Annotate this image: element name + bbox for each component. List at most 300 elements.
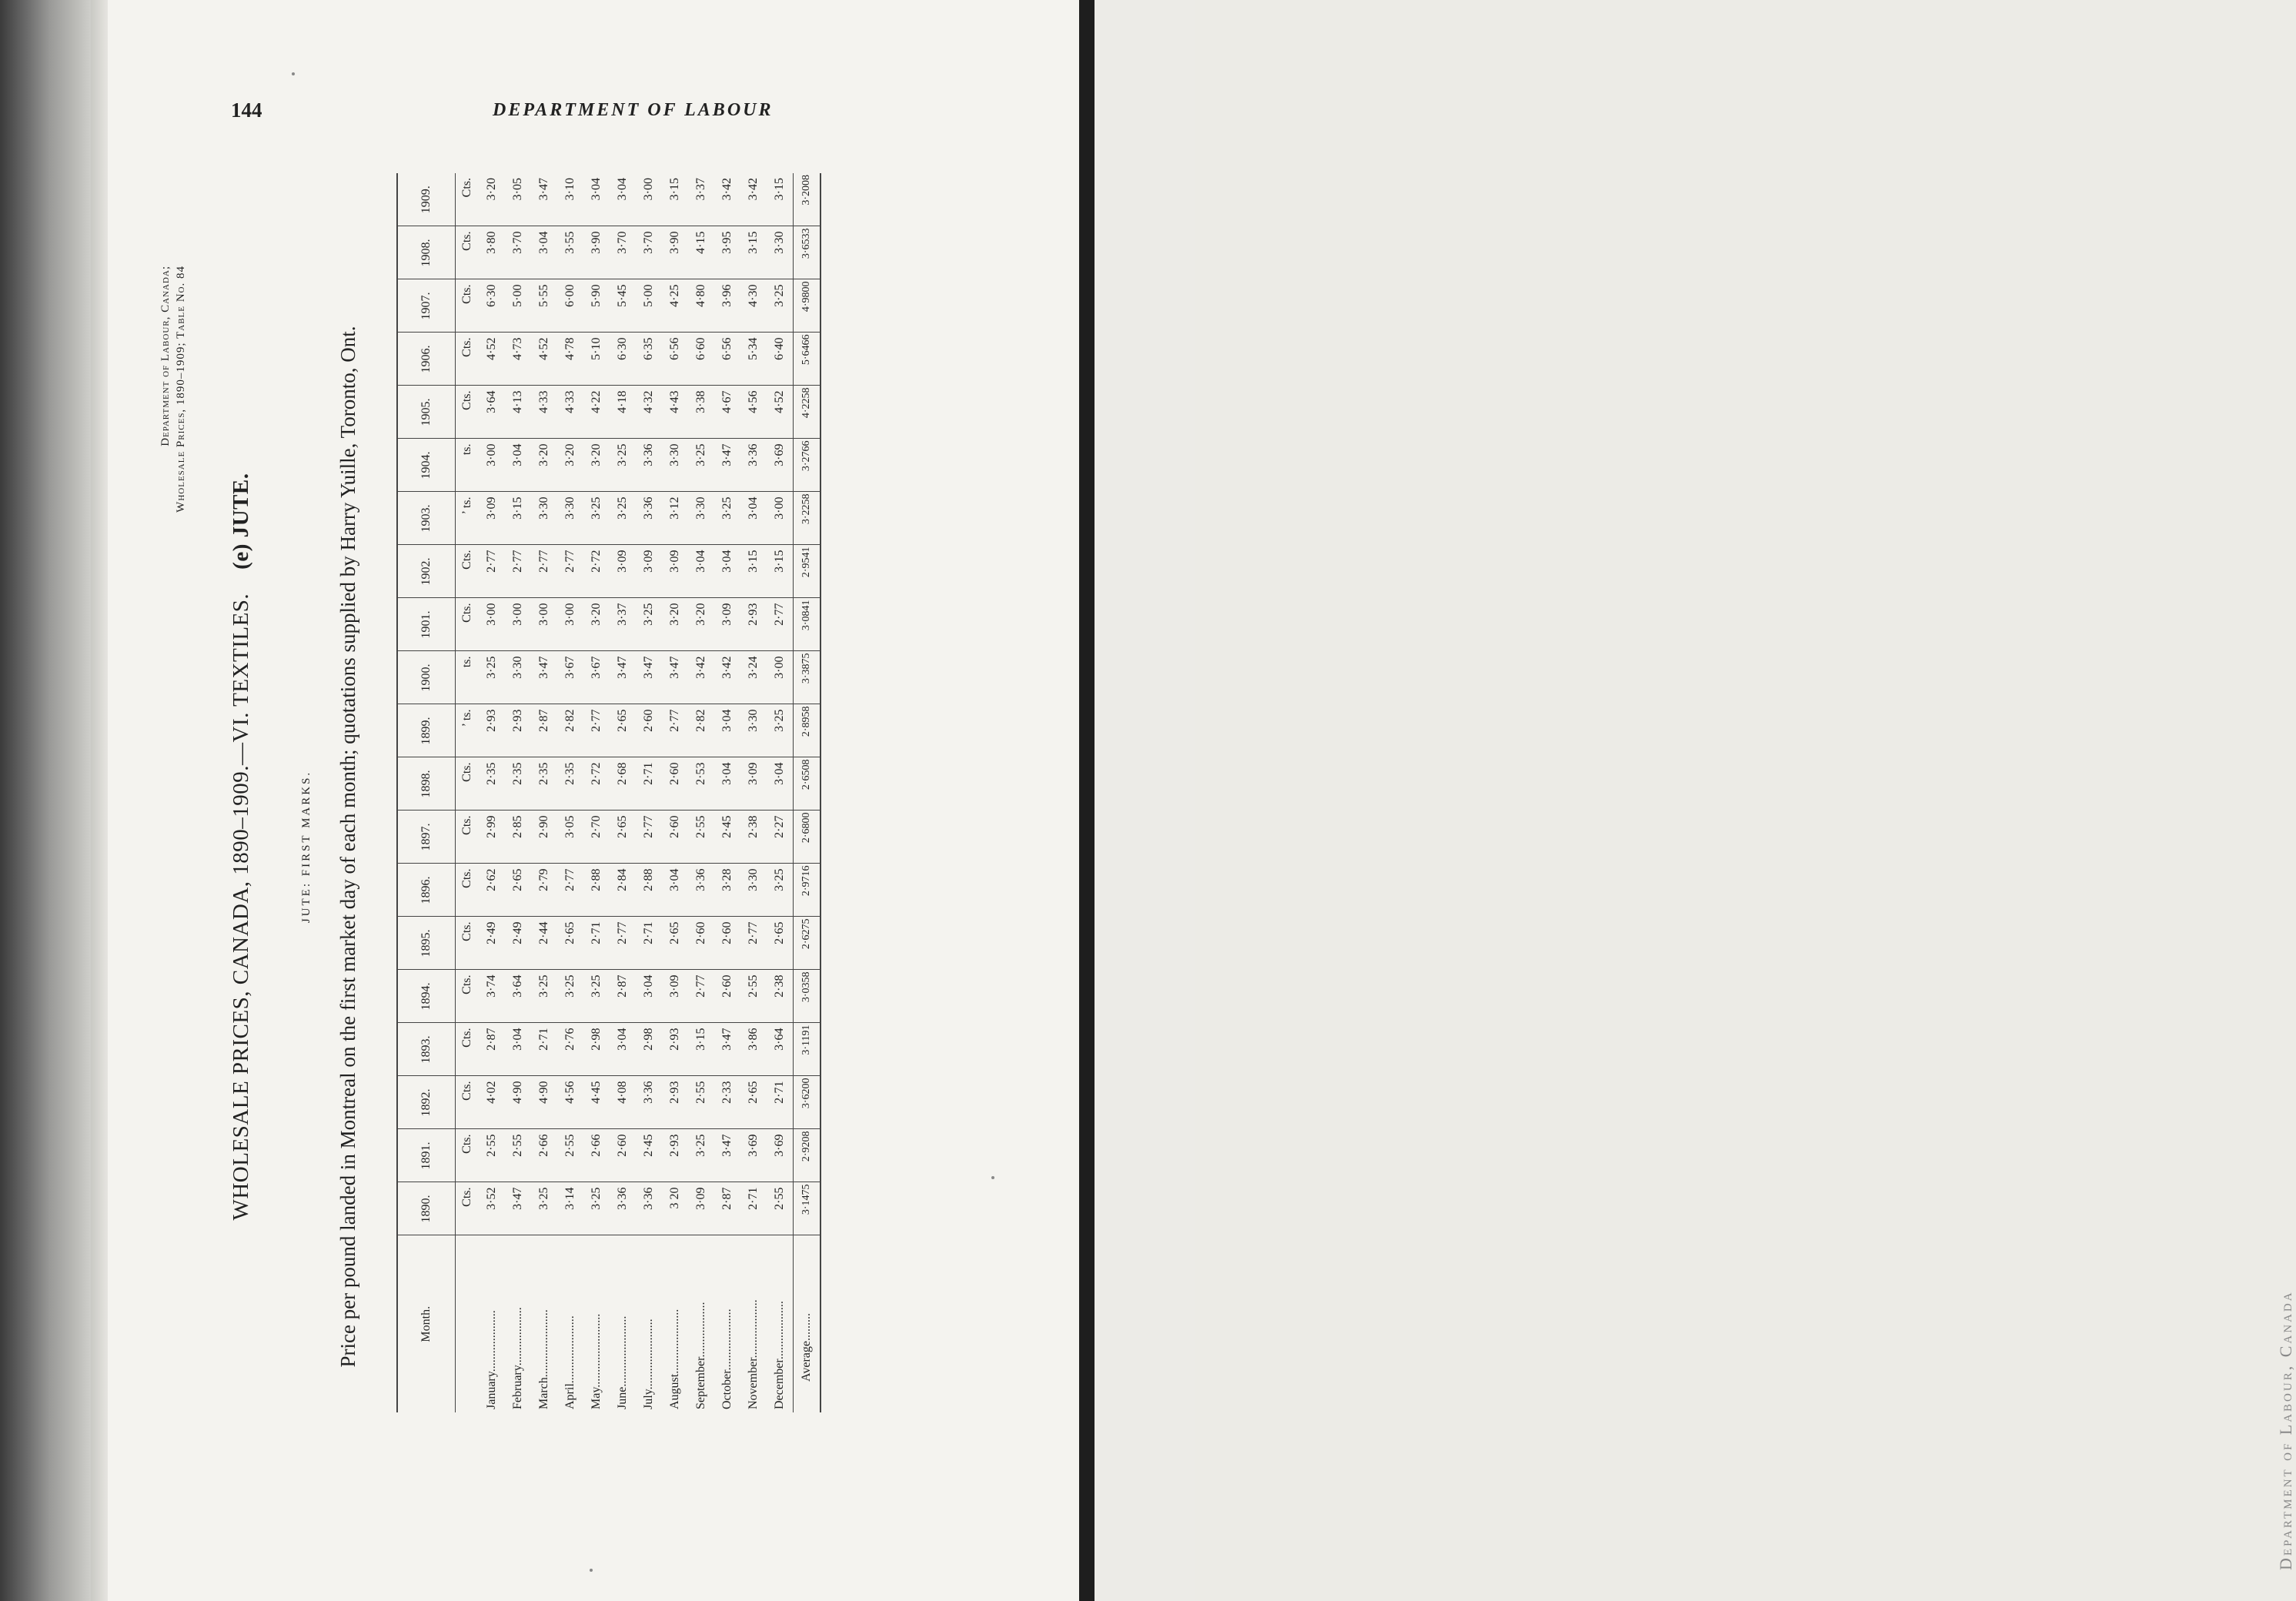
price-cell: 3·86 (740, 1023, 767, 1076)
price-cell: 2·93 (740, 598, 767, 651)
price-cell: 3·67 (557, 651, 583, 704)
price-cell: 2·71 (636, 917, 662, 970)
price-cell: 3·00 (767, 651, 794, 704)
year-column-header: 1900. (397, 651, 456, 704)
price-cell: 3·25 (479, 651, 505, 704)
price-cell: 3·20 (479, 173, 505, 226)
price-cell: 2·71 (636, 757, 662, 811)
price-cell: 3·74 (479, 970, 505, 1023)
price-cell: 2·72 (583, 545, 610, 598)
price-cell: 3·69 (767, 439, 794, 492)
price-cell: 4·67 (714, 386, 740, 439)
average-cell: 2·6800 (794, 811, 821, 864)
price-cell: 4·80 (688, 279, 714, 333)
price-cell: 2·77 (557, 864, 583, 917)
year-column-header: 1893. (397, 1023, 456, 1076)
price-cell: 4·52 (767, 386, 794, 439)
price-cell: 2·77 (688, 970, 714, 1023)
price-cell: 4·32 (636, 386, 662, 439)
table-reference-line-1: Department of Labour, Canada; (159, 266, 172, 446)
price-cell: 3·09 (662, 970, 688, 1023)
price-cell: 2·53 (688, 757, 714, 811)
price-cell: 3·12 (662, 492, 688, 545)
price-cell: 3·25 (557, 970, 583, 1023)
price-cell: 2·60 (662, 811, 688, 864)
price-cell: 3·30 (740, 704, 767, 757)
price-cell: 4·52 (531, 333, 557, 386)
price-cell: 5·00 (505, 279, 531, 333)
average-cell: 5·6466 (794, 333, 821, 386)
price-cell: 2·55 (688, 1076, 714, 1129)
price-cell: 3·36 (688, 864, 714, 917)
price-cell: 3·70 (636, 226, 662, 279)
price-cell: 4·22 (583, 386, 610, 439)
price-cell: 2·55 (740, 970, 767, 1023)
unit-cell: ’ ts. (456, 704, 480, 757)
price-cell: 2·65 (740, 1076, 767, 1129)
price-cell: 5·55 (531, 279, 557, 333)
price-cell: 3·00 (479, 439, 505, 492)
price-cell: 3·47 (636, 651, 662, 704)
price-cell: 4·08 (610, 1076, 636, 1129)
page-gutter (1079, 0, 1095, 1601)
price-cell: 6·00 (557, 279, 583, 333)
price-cell: 2·71 (740, 1182, 767, 1235)
price-cell: 2·60 (688, 917, 714, 970)
running-head: DEPARTMENT OF LABOUR (493, 100, 774, 120)
average-cell: 3·6200 (794, 1076, 821, 1129)
price-cell: 4·90 (505, 1076, 531, 1129)
table-row (479, 173, 505, 1412)
speck (590, 1569, 593, 1572)
price-cell: 3·25 (636, 598, 662, 651)
price-cell: 4·73 (505, 333, 531, 386)
price-cell: 3·37 (688, 173, 714, 226)
unit-cell: Cts. (456, 226, 480, 279)
price-cell: 2·88 (583, 864, 610, 917)
month-label: November................... (747, 1299, 760, 1409)
book-binding (0, 0, 91, 1601)
price-cell: 3·30 (688, 492, 714, 545)
price-cell: 4·78 (557, 333, 583, 386)
price-cell: 3·47 (531, 651, 557, 704)
year-column-header: 1904. (397, 439, 456, 492)
price-cell: 2·87 (531, 704, 557, 757)
price-cell: 3·38 (688, 386, 714, 439)
price-cell: 2·35 (531, 757, 557, 811)
next-page (1095, 0, 2295, 1601)
speck (292, 72, 295, 75)
price-table-wrapper (396, 173, 821, 1412)
price-cell: 6·40 (767, 333, 794, 386)
price-cell: 4·15 (688, 226, 714, 279)
price-cell: 2·65 (610, 704, 636, 757)
price-cell: 3·05 (505, 173, 531, 226)
average-cell: 3·2258 (794, 492, 821, 545)
month-label: December................... (773, 1301, 786, 1409)
price-cell: 2·76 (557, 1023, 583, 1076)
unit-cell: Cts. (456, 1129, 480, 1182)
average-cell: 2·6275 (794, 917, 821, 970)
average-cell: 2·9208 (794, 1129, 821, 1182)
table-reference-line-2: Wholesale Prices, 1890–1909; Table No. 84 (175, 266, 187, 513)
table-title (229, 162, 254, 1532)
price-cell: 2·77 (583, 704, 610, 757)
price-cell: 2·93 (662, 1023, 688, 1076)
unit-cell: Cts. (456, 598, 480, 651)
price-cell: 3·47 (662, 651, 688, 704)
price-cell: 2·87 (714, 1182, 740, 1235)
average-cell: 3·3875 (794, 651, 821, 704)
table-title-main: WHOLESALE PRICES, CANADA, 1890–1909.—VI. TEXTILES. (229, 593, 253, 1221)
price-cell: 2·72 (583, 757, 610, 811)
price-cell: 3·25 (610, 439, 636, 492)
year-column-header: 1898. (397, 757, 456, 811)
price-cell: 6·60 (688, 333, 714, 386)
price-cell: 2·88 (636, 864, 662, 917)
price-cell: 3·47 (505, 1182, 531, 1235)
price-cell: 3·25 (531, 1182, 557, 1235)
price-cell: 3·04 (505, 1023, 531, 1076)
price-cell: 3·55 (557, 226, 583, 279)
price-cell: 3·04 (714, 704, 740, 757)
price-cell: 2·70 (583, 811, 610, 864)
table-reference (158, 266, 189, 513)
average-cell: 3·1475 (794, 1182, 821, 1235)
price-cell: 2·45 (636, 1129, 662, 1182)
year-column-header: 1905. (397, 386, 456, 439)
price-cell: 3·47 (714, 439, 740, 492)
price-cell: 2·77 (610, 917, 636, 970)
price-cell: 3·69 (767, 1129, 794, 1182)
price-cell: 3·25 (583, 492, 610, 545)
price-cell: 3·36 (740, 439, 767, 492)
average-cell: 3·2008 (794, 173, 821, 226)
price-cell: 3·25 (767, 704, 794, 757)
price-cell: 5·34 (740, 333, 767, 386)
average-cell: 3·2766 (794, 439, 821, 492)
price-cell: 2·93 (505, 704, 531, 757)
year-column-header: 1899. (397, 704, 456, 757)
year-column-header: 1894. (397, 970, 456, 1023)
year-column-header: 1891. (397, 1129, 456, 1182)
year-column-header: 1908. (397, 226, 456, 279)
price-cell: 2·33 (714, 1076, 740, 1129)
price-cell: 4·45 (583, 1076, 610, 1129)
price-cell: 4·33 (531, 386, 557, 439)
table-row (662, 173, 688, 1412)
price-cell: 4·33 (557, 386, 583, 439)
year-column-header: 1903. (397, 492, 456, 545)
price-cell: 2·85 (505, 811, 531, 864)
price-cell: 4·43 (662, 386, 688, 439)
price-cell: 3·00 (636, 173, 662, 226)
price-cell: 3·64 (479, 386, 505, 439)
price-cell: 3·00 (479, 598, 505, 651)
unit-cell: ’ ts. (456, 492, 480, 545)
average-cell: 3·0841 (794, 598, 821, 651)
price-cell: 3·30 (531, 492, 557, 545)
price-cell: 3·24 (740, 651, 767, 704)
price-cell: 4·18 (610, 386, 636, 439)
price-cell: 3·09 (636, 545, 662, 598)
page-number: 144 (231, 99, 262, 122)
price-cell: 2·87 (479, 1023, 505, 1076)
price-cell: 2·60 (636, 704, 662, 757)
price-cell: 3·09 (610, 545, 636, 598)
average-cell: 2·8958 (794, 704, 821, 757)
price-cell: 3·15 (767, 545, 794, 598)
price-cell: 3·04 (740, 492, 767, 545)
price-cell: 2·71 (767, 1076, 794, 1129)
price-cell: 3·42 (740, 173, 767, 226)
price-cell: 2·77 (740, 917, 767, 970)
table-row (688, 173, 714, 1412)
speck (991, 1176, 994, 1179)
price-cell: 2·49 (479, 917, 505, 970)
price-cell: 3·05 (557, 811, 583, 864)
price-cell: 4·30 (740, 279, 767, 333)
price-cell: 2·65 (557, 917, 583, 970)
unit-cell: Cts. (456, 1182, 480, 1235)
price-cell: 2·35 (479, 757, 505, 811)
average-cell: 4·2258 (794, 386, 821, 439)
price-cell: 3·09 (714, 598, 740, 651)
price-cell: 3·14 (557, 1182, 583, 1235)
price-cell: 2·98 (636, 1023, 662, 1076)
average-row (794, 173, 821, 1412)
price-cell: 3·04 (505, 439, 531, 492)
unit-cell: Cts. (456, 279, 480, 333)
price-cell: 3·70 (505, 226, 531, 279)
price-cell: 2·71 (531, 1023, 557, 1076)
price-cell: 3·30 (557, 492, 583, 545)
price-cell: 3·47 (531, 173, 557, 226)
price-cell: 2·62 (479, 864, 505, 917)
price-cell: 3·04 (688, 545, 714, 598)
price-cell: 4·56 (557, 1076, 583, 1129)
price-cell: 2·65 (505, 864, 531, 917)
price-cell: 3·00 (557, 598, 583, 651)
unit-cell: Cts. (456, 545, 480, 598)
price-cell: 3·20 (583, 598, 610, 651)
price-cell: 4·56 (740, 386, 767, 439)
price-cell: 3·04 (583, 173, 610, 226)
price-cell: 3·42 (714, 173, 740, 226)
price-cell: 6·35 (636, 333, 662, 386)
price-cell: 3·25 (767, 279, 794, 333)
price-cell: 2·65 (662, 917, 688, 970)
price-cell: 3·25 (610, 492, 636, 545)
price-cell: 3·20 (688, 598, 714, 651)
price-cell: 5·00 (636, 279, 662, 333)
table-row (636, 173, 662, 1412)
price-cell: 2·87 (610, 970, 636, 1023)
price-cell: 3·00 (531, 598, 557, 651)
price-cell: 2·66 (583, 1129, 610, 1182)
month-label: January.................... (485, 1310, 498, 1409)
price-cell: 5·90 (583, 279, 610, 333)
price-cell: 3·30 (740, 864, 767, 917)
price-cell: 3·09 (662, 545, 688, 598)
price-cell: 3·36 (610, 1182, 636, 1235)
price-cell: 3·20 (557, 439, 583, 492)
price-cell: 3·04 (714, 757, 740, 811)
price-cell: 2·55 (688, 811, 714, 864)
price-cell: 3·04 (531, 226, 557, 279)
price-cell: 2·77 (557, 545, 583, 598)
price-cell: 2·90 (531, 811, 557, 864)
price-cell: 3·10 (557, 173, 583, 226)
month-label: September.................. (694, 1302, 707, 1409)
price-cell: 2·60 (714, 970, 740, 1023)
price-cell: 3·36 (636, 1076, 662, 1129)
price-cell: 2·44 (531, 917, 557, 970)
average-cell: 2·9541 (794, 545, 821, 598)
table-row (583, 173, 610, 1412)
price-table (396, 173, 821, 1412)
price-cell: 3·15 (505, 492, 531, 545)
price-cell: 3·04 (610, 1023, 636, 1076)
price-cell: 2·55 (505, 1129, 531, 1182)
average-label: Average......... (794, 1235, 821, 1412)
price-cell: 3·04 (662, 864, 688, 917)
unit-cell: Cts. (456, 864, 480, 917)
price-cell: 3·95 (714, 226, 740, 279)
price-cell: 4·25 (662, 279, 688, 333)
price-cell: 2·77 (531, 545, 557, 598)
year-column-header: 1892. (397, 1076, 456, 1129)
price-cell: 2·77 (636, 811, 662, 864)
price-cell: 2·68 (610, 757, 636, 811)
year-column-header: 1907. (397, 279, 456, 333)
price-cell: 2·65 (610, 811, 636, 864)
average-cell: 2·6508 (794, 757, 821, 811)
units-row-spacer (456, 1235, 480, 1412)
price-cell: 3·96 (714, 279, 740, 333)
price-cell: 2·27 (767, 811, 794, 864)
price-cell: 2·79 (531, 864, 557, 917)
price-cell: 3·20 (531, 439, 557, 492)
price-cell: 3·25 (583, 1182, 610, 1235)
price-cell: 3·37 (610, 598, 636, 651)
year-column-header: 1902. (397, 545, 456, 598)
price-cell: 2·93 (662, 1129, 688, 1182)
price-cell: 3·09 (740, 757, 767, 811)
price-cell: 3 20 (662, 1182, 688, 1235)
average-cell: 3·1191 (794, 1023, 821, 1076)
average-cell: 3·0358 (794, 970, 821, 1023)
price-cell: 2·60 (610, 1129, 636, 1182)
price-cell: 2·35 (557, 757, 583, 811)
unit-cell: Cts. (456, 1023, 480, 1076)
price-cell: 5·45 (610, 279, 636, 333)
table-row (531, 173, 557, 1412)
price-cell: 3·15 (767, 173, 794, 226)
table-row (610, 173, 636, 1412)
price-cell: 3·20 (662, 598, 688, 651)
price-cell: 2·65 (767, 917, 794, 970)
price-cell: 3·80 (479, 226, 505, 279)
price-cell: 3·52 (479, 1182, 505, 1235)
average-cell: 2·9716 (794, 864, 821, 917)
price-cell: 3·09 (479, 492, 505, 545)
price-cell: 3·47 (610, 651, 636, 704)
price-cell: 6·56 (714, 333, 740, 386)
table-row (714, 173, 740, 1412)
price-cell: 3·25 (767, 864, 794, 917)
price-cell: 2·84 (610, 864, 636, 917)
price-cell: 3·42 (688, 651, 714, 704)
price-cell: 2·38 (767, 970, 794, 1023)
price-cell: 3·47 (714, 1129, 740, 1182)
table-caption: Price per pound landed in Montreal on the first market day of each month; quotations supplied by Harry Yuille, Toronto, Ont. (336, 326, 359, 1368)
unit-cell: ts. (456, 439, 480, 492)
year-column-header: 1901. (397, 598, 456, 651)
price-cell: 2·60 (714, 917, 740, 970)
price-cell: 3·09 (688, 1182, 714, 1235)
price-cell: 2·35 (505, 757, 531, 811)
price-cell: 3·30 (767, 226, 794, 279)
units-row (456, 173, 480, 1412)
price-cell: 2·99 (479, 811, 505, 864)
average-cell: 3·6533 (794, 226, 821, 279)
price-cell: 2·98 (583, 1023, 610, 1076)
price-cell: 3·04 (610, 173, 636, 226)
binding-edge (91, 0, 108, 1601)
rotated-table-block (158, 162, 874, 1532)
unit-cell: Cts. (456, 173, 480, 226)
table-row (740, 173, 767, 1412)
price-cell: 2·82 (688, 704, 714, 757)
month-label: February................... (511, 1307, 524, 1409)
unit-cell: Cts. (456, 1076, 480, 1129)
price-cell: 2·77 (479, 545, 505, 598)
table-row (767, 173, 794, 1412)
price-cell: 6·56 (662, 333, 688, 386)
price-cell: 3·04 (767, 757, 794, 811)
unit-cell: Cts. (456, 811, 480, 864)
table-header-row (397, 173, 456, 1412)
price-cell: 3·25 (714, 492, 740, 545)
price-cell: 4·02 (479, 1076, 505, 1129)
price-cell: 2·77 (662, 704, 688, 757)
price-cell: 2·55 (557, 1129, 583, 1182)
price-cell: 3·36 (636, 439, 662, 492)
price-cell: 3·28 (714, 864, 740, 917)
price-cell: 3·15 (740, 226, 767, 279)
price-cell: 3·04 (636, 970, 662, 1023)
price-cell: 3·90 (662, 226, 688, 279)
price-cell: 3·25 (531, 970, 557, 1023)
price-cell: 3·20 (583, 439, 610, 492)
year-column-header: 1890. (397, 1182, 456, 1235)
price-cell: 3·36 (636, 1182, 662, 1235)
year-column-header: 1909. (397, 173, 456, 226)
month-label: July....................... (642, 1319, 655, 1409)
unit-cell: Cts. (456, 386, 480, 439)
price-cell: 4·90 (531, 1076, 557, 1129)
month-column-header: Month. (397, 1235, 456, 1412)
price-cell: 2·55 (479, 1129, 505, 1182)
month-label: April...................... (563, 1315, 577, 1409)
price-cell: 2·77 (505, 545, 531, 598)
price-cell: 4·52 (479, 333, 505, 386)
unit-cell: Cts. (456, 333, 480, 386)
price-cell: 3·64 (767, 1023, 794, 1076)
price-cell: 4·13 (505, 386, 531, 439)
price-cell: 6·30 (610, 333, 636, 386)
